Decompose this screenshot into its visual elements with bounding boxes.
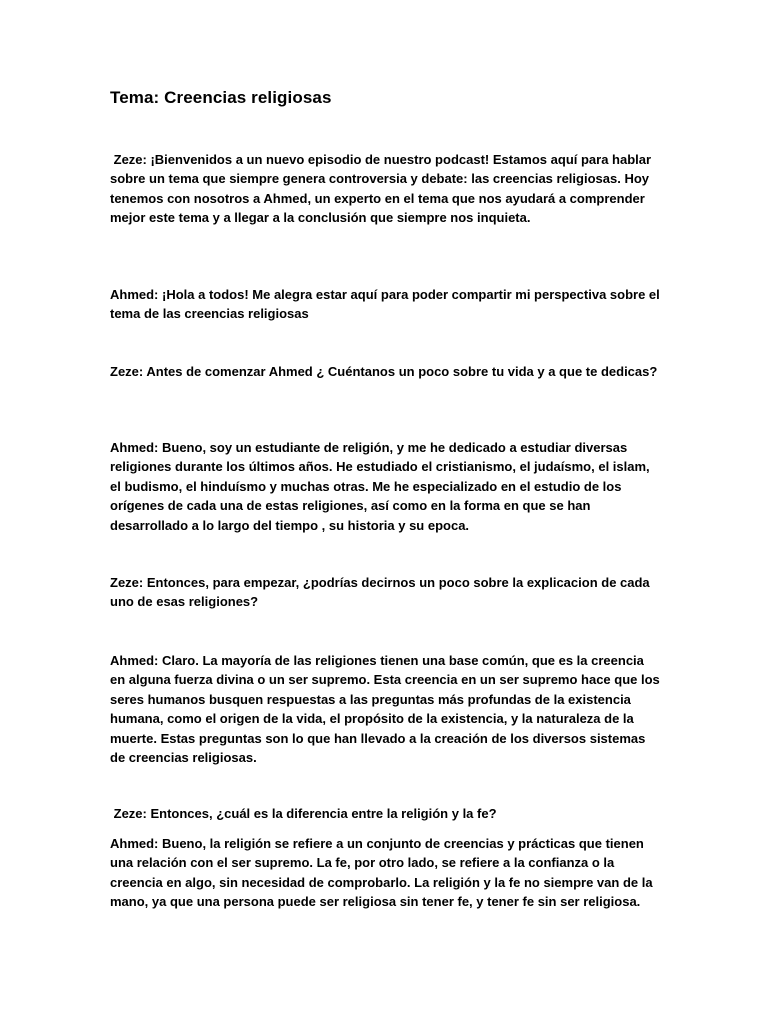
paragraph-ahmed-background: Ahmed: Bueno, soy un estudiante de religión, y me he dedicado a estudiar diversas religiones durante los últimos años. He estudiado el cristianismo, el judaísmo, el islam, el budismo, el hinduísmo y muchas otras. Me he especializado en el estudio de los orígenes de cada una de estas religiones, así como en la forma en que se han desarrollado a lo largo del tiempo , su historia y su epoca. — [110, 440, 650, 533]
paragraph-zeze-intro-question: Zeze: Antes de comenzar Ahmed ¿ Cuéntanos un poco sobre tu vida y a que te dedicas? — [110, 364, 658, 379]
paragraph-ahmed-greeting: Ahmed: ¡Hola a todos! Me alegra estar aquí para poder compartir mi perspectiva sobre el tema de las creencias religiosas — [110, 287, 660, 322]
paragraph-zeze-welcome: Zeze: ¡Bienvenidos a un nuevo episodio de nuestro podcast! Estamos aquí para hablar sobre un tema que siempre genera controversia y debate: las creencias religiosas. Hoy tenemos con nosotros a Ahmed, un experto en el tema que nos ayudará a comprender mejor este tema y a llegar a la conclusión que siempre nos inquieta. — [110, 152, 655, 226]
document-title: Tema: Creencias religiosas — [110, 88, 332, 107]
paragraph-ahmed-religion-vs-faith: Ahmed: Bueno, la religión se refiere a un conjunto de creencias y prácticas que tienen una relación con el ser supremo. La fe, por otro lado, se refiere a la confianza o la creencia en algo, sin necesidad de comprobarlo. La religión y la fe no siempre van de la mano, ya que una persona puede ser religiosa sin tener fe, y tener fe sin ser religiosa. — [110, 836, 653, 910]
paragraph-ahmed-common-base: Ahmed: Claro. La mayoría de las religiones tienen una base común, que es la creencia en alguna fuerza divina o un ser supremo. Esta creencia en un ser supremo hace que los seres humanos busquen respuestas a las preguntas más profundas de la existencia humana, como el origen de la vida, el propósito de la existencia, y la naturaleza de la muerte. Estas preguntas son lo que han llevado a la creación de los diversos sistemas de creencias religiosas. — [110, 653, 660, 766]
paragraph-zeze-explanation-question: Zeze: Entonces, para empezar, ¿podrías decirnos un poco sobre la explicacion de cada uno de esas religiones? — [110, 575, 650, 610]
paragraph-zeze-faith-question: Zeze: Entonces, ¿cuál es la diferencia entre la religión y la fe? — [110, 806, 497, 821]
